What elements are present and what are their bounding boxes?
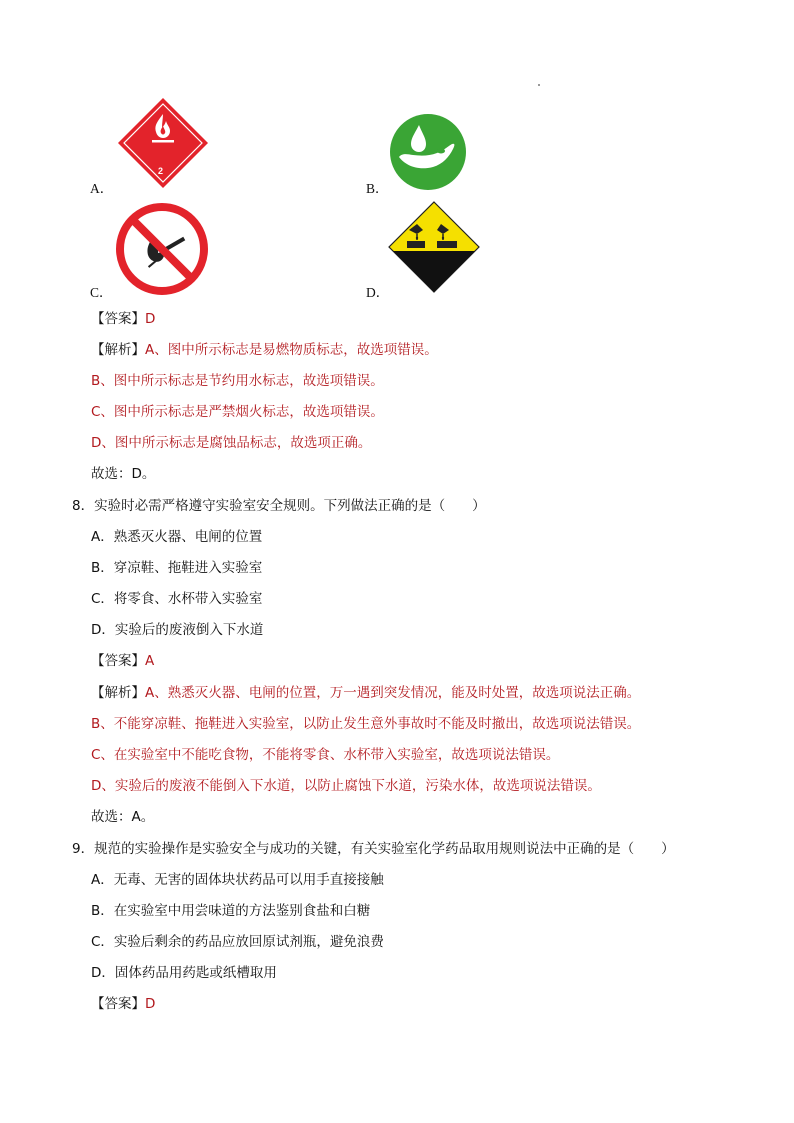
q7-answer-tag: 【答案】 — [91, 311, 145, 327]
q7-answer-value: D — [145, 311, 156, 327]
q9-answer-tag: 【答案】 — [91, 996, 145, 1012]
q9-stem: 9．规范的实验操作是实验安全与成功的关键，有关实验室化学药品取用规则说法中正确的是（ ） — [72, 841, 675, 857]
q7-analysis-line-3: C、图中所示标志是严禁烟火标志，故选项错误。 — [91, 404, 384, 420]
q9-option-a: A．无毒、无害的固体块状药品可以用手直接接触 — [91, 872, 384, 888]
q7-analysis-text-1: A、图中所示标志是易燃物质标志，故选项错误。 — [145, 342, 438, 358]
q8-option-b: B．穿凉鞋、拖鞋进入实验室 — [91, 560, 263, 576]
option-b-image-label: B． — [366, 181, 389, 196]
q8-analysis-line-4: D、实验后的废液不能倒入下水道，以防止腐蚀下水道，污染水体，故选项说法错误。 — [91, 778, 601, 794]
q8-option-c: C．将零食、水杯带入实验室 — [91, 591, 263, 607]
stray-dot — [538, 84, 540, 86]
q8-analysis-line-1 — [91, 684, 640, 702]
option-a-image-label: A． — [90, 181, 114, 196]
q8-answer-tag: 【答案】 — [91, 653, 145, 669]
corrosive-sign-icon — [387, 200, 481, 294]
q8-option-a: A．熟悉灭火器、电闸的位置 — [91, 529, 263, 545]
q8-answer-value: A — [145, 653, 155, 669]
q9-answer-line — [91, 995, 155, 1013]
q9-option-b: B．在实验室中用尝味道的方法鉴别食盐和白糖 — [91, 903, 371, 919]
q7-conclusion: 故选：D。 — [91, 466, 156, 482]
flammable-class-number: 2 — [158, 166, 164, 176]
q8-conclusion: 故选：A。 — [91, 809, 155, 825]
q9-answer-value: D — [145, 996, 156, 1012]
q8-analysis-text-1: A、熟悉灭火器、电闸的位置，万一遇到突发情况，能及时处置，故选项说法正确。 — [145, 685, 641, 701]
option-c-image-label: C． — [90, 285, 113, 300]
q8-option-d: D．实验后的废液倒入下水道 — [91, 622, 264, 638]
q8-analysis-line-2: B、不能穿凉鞋、拖鞋进入实验室，以防止发生意外事故时不能及时撤出，故选项说法错误。 — [91, 716, 641, 732]
q7-analysis-line-2: B、图中所示标志是节约用水标志，故选项错误。 — [91, 373, 384, 389]
save-water-sign-icon — [389, 113, 467, 191]
q9-option-c: C．实验后剩余的药品应放回原试剂瓶，避免浪费 — [91, 934, 384, 950]
option-d-image-label: D． — [366, 285, 390, 300]
q8-stem: 8．实验时必需严格遵守实验室安全规则。下列做法正确的是（ ） — [72, 498, 486, 514]
q7-answer-line — [91, 310, 155, 328]
q8-analysis-line-3: C、在实验室中不能吃食物，不能将零食、水杯带入实验室，故选项说法错误。 — [91, 747, 560, 763]
q8-answer-line — [91, 652, 154, 670]
q7-analysis-line-4: D、图中所示标志是腐蚀品标志，故选项正确。 — [91, 435, 372, 451]
q8-analysis-tag: 【解析】 — [91, 685, 145, 701]
q7-analysis-tag: 【解析】 — [91, 342, 145, 358]
q9-option-d: D．固体药品用药匙或纸槽取用 — [91, 965, 277, 981]
q7-analysis-line-1 — [91, 341, 438, 359]
no-fire-sign-icon — [116, 203, 208, 295]
